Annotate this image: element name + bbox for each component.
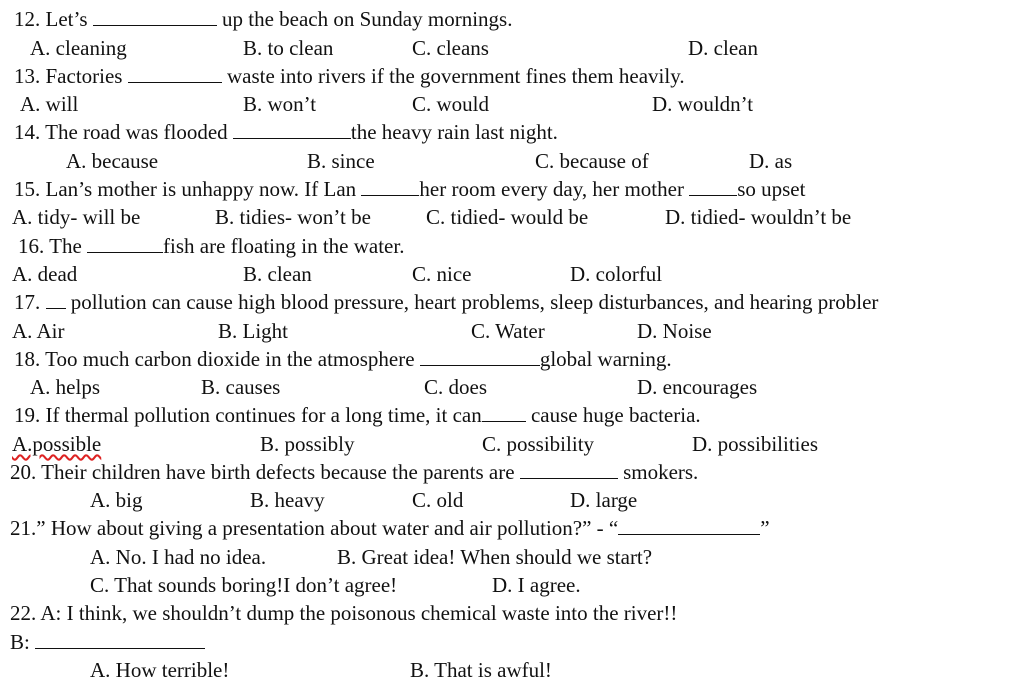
option-d: D. encourages <box>637 375 758 399</box>
option-a: A. will <box>20 92 79 116</box>
stem-text: 15. Lan’s mother is unhappy now. If Lan <box>14 177 357 201</box>
answer-blank <box>361 177 419 196</box>
answer-blank <box>128 64 222 83</box>
stem-text: so upset <box>737 177 806 201</box>
option-d: D. as <box>749 149 793 173</box>
question-19-stem <box>14 403 701 427</box>
stem-text: fish are floating in the water. <box>163 234 405 258</box>
option-b: B. clean <box>243 262 312 286</box>
option-b: B. to clean <box>243 36 334 60</box>
option-a: A. Air <box>12 319 65 343</box>
option-d: D. colorful <box>570 262 663 286</box>
option-d: D. tidied- wouldn’t be <box>665 205 852 229</box>
option-a: A. cleaning <box>30 36 127 60</box>
option-b: B. causes <box>201 375 281 399</box>
question-22-stem: 22. A: I think, we shouldn’t dump the poisonous chemical waste into the river!! <box>10 601 678 625</box>
question-16-stem <box>18 234 404 258</box>
stem-text: 16. The <box>18 234 82 258</box>
option-a: A.possible <box>12 432 102 456</box>
option-a: A. dead <box>12 262 78 286</box>
option-d: D. large <box>570 488 638 512</box>
answer-blank <box>689 177 737 196</box>
option-c: C. because of <box>535 149 649 173</box>
stem-text: cause huge bacteria. <box>530 403 701 427</box>
stem-text: 12. Let’s <box>14 7 88 31</box>
option-c: C. tidied- would be <box>426 205 589 229</box>
option-a: A. big <box>90 488 143 512</box>
stem-text: 21.” How about giving a presentation about water and air pollution?” - “ <box>10 516 619 540</box>
option-c: C. That sounds boring!I don’t agree! <box>90 573 398 597</box>
answer-blank <box>87 234 163 253</box>
option-c: C. possibility <box>482 432 595 456</box>
option-b: B. Great idea! When should we start? <box>337 545 653 569</box>
stem-text: pollution can cause high blood pressure, heart problems, sleep disturbances, and hearing probler <box>70 290 879 314</box>
option-a: A. because <box>66 149 159 173</box>
option-b: B. won’t <box>243 92 317 116</box>
option-a: A. helps <box>30 375 100 399</box>
answer-blank <box>93 7 217 26</box>
stem-text: her room every day, her mother <box>419 177 684 201</box>
option-a: A. tidy- will be <box>12 205 141 229</box>
option-d: D. possibilities <box>692 432 819 456</box>
question-12-stem <box>14 7 512 31</box>
stem-text: 14. The road was flooded <box>14 120 228 144</box>
option-b: B. heavy <box>250 488 325 512</box>
question-21-stem <box>10 516 770 540</box>
option-a: A. No. I had no idea. <box>90 545 267 569</box>
stem-text: 19. If thermal pollution continues for a long time, it can <box>14 403 482 427</box>
stem-text: up the beach on Sunday mornings. <box>222 7 513 31</box>
question-22-response <box>10 630 205 654</box>
answer-blank <box>46 290 66 309</box>
option-a: A. How terrible! <box>90 658 230 682</box>
option-d: D. Noise <box>637 319 712 343</box>
stem-text: B: <box>10 630 30 654</box>
option-d: D. wouldn’t <box>652 92 754 116</box>
option-b: B. Light <box>218 319 289 343</box>
option-b: B. since <box>307 149 375 173</box>
stem-text: 20. Their children have birth defects because the parents are <box>10 460 515 484</box>
stem-text: waste into rivers if the government fines them heavily. <box>226 64 685 88</box>
option-c: C. old <box>412 488 464 512</box>
stem-text: ” <box>760 516 770 540</box>
option-c: C. does <box>424 375 487 399</box>
question-17-stem <box>14 290 878 314</box>
option-d: D. I agree. <box>492 573 581 597</box>
stem-text: global warning. <box>539 347 672 371</box>
option-d: D. clean <box>688 36 758 60</box>
question-18-stem <box>14 347 672 371</box>
stem-text: 18. Too much carbon dioxide in the atmosphere <box>14 347 415 371</box>
answer-blank <box>520 460 618 479</box>
stem-text: 13. Factories <box>14 64 123 88</box>
option-c: C. Water <box>471 319 545 343</box>
answer-blank <box>233 120 351 139</box>
option-c: C. cleans <box>412 36 489 60</box>
option-b: B. tidies- won’t be <box>215 205 371 229</box>
answer-blank <box>482 403 526 422</box>
option-c: C. would <box>412 92 490 116</box>
answer-blank <box>35 630 205 649</box>
question-13-stem <box>14 64 685 88</box>
question-14-stem <box>14 120 558 144</box>
stem-text: smokers. <box>623 460 699 484</box>
option-b: B. That is awful! <box>410 658 552 682</box>
option-b: B. possibly <box>260 432 355 456</box>
question-15-stem <box>14 177 805 201</box>
stem-text: the heavy rain last night. <box>350 120 558 144</box>
answer-blank <box>618 516 760 535</box>
stem-text: 17. <box>14 290 41 314</box>
answer-blank <box>420 347 540 366</box>
option-c: C. nice <box>412 262 472 286</box>
question-20-stem <box>10 460 698 484</box>
